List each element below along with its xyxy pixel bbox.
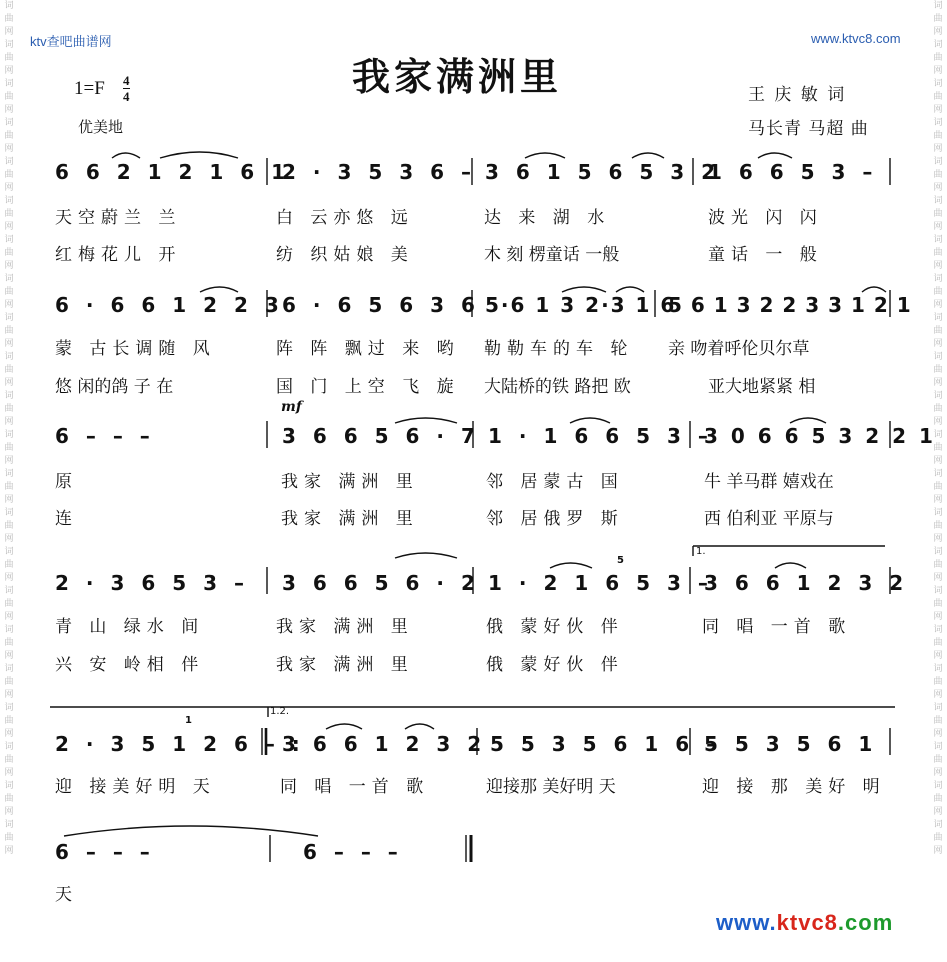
lyric-line: 俄 蒙好伙 伴 <box>486 655 624 675</box>
lyric-line: 我家 满洲 里 <box>276 655 414 675</box>
lyric-line: 牛 羊马群 嬉戏在 <box>704 472 834 492</box>
watermark-top-right: www.ktvc8.com <box>811 31 901 46</box>
lyric-line: 木 刻 楞童话 一般 <box>484 245 620 265</box>
lyric-line: 迎 接美好明 天 <box>55 777 216 797</box>
measure-notes: 5 5 3 5 6 1 <box>704 732 878 756</box>
lyric-line: 兴 安 岭相 伴 <box>55 655 205 675</box>
measure-notes: 6 · 6 5 6 3 6 <box>282 293 480 317</box>
lyric-line: 大陆桥的铁 路把 欧 <box>484 377 631 397</box>
lyric-line: 达 来 湖 水 <box>484 208 611 228</box>
lyric-line: 天空蔚兰 兰 <box>55 208 182 228</box>
lyric-line: 原 <box>55 472 72 492</box>
composer-credit: 马长青 马超 曲 <box>748 119 869 139</box>
key-signature: 1=F <box>74 78 105 99</box>
measure-notes: 3 6 6 1 2 3 2 <box>704 571 909 595</box>
measure-notes: 5 6 1 3 2 2 3 3 1 2 1 <box>668 293 912 317</box>
lyric-line: 青 山 绿水 间 <box>55 617 205 637</box>
watermark-top-left: ktv查吧曲谱网 <box>30 34 112 49</box>
measure-notes: 6 – – – <box>55 424 155 448</box>
measure-notes: 3 6 6 5 6 · 7 <box>282 424 480 448</box>
tempo-marking: 优美地 <box>78 118 124 136</box>
measure-notes: 2 · 3 5 1 2 6 – : <box>55 732 305 756</box>
meter-bottom: 4 <box>123 89 130 104</box>
lyric-line: 西 伯利亚 平原与 <box>704 509 834 529</box>
lyric-line: 勒勒车的车 轮 <box>484 339 634 359</box>
song-title: 我家满洲里 <box>352 54 563 99</box>
lyric-line: 我家 满洲 里 <box>281 472 419 492</box>
lyric-line: 连 <box>55 509 72 529</box>
ending-1-label: 1. <box>696 546 706 557</box>
measure-notes: 5 5 3 5 6 1 6 – <box>490 732 722 756</box>
lyric-line: 阵 阵 飘过 来 哟 <box>276 339 460 359</box>
lyric-line: 国 门 上空 飞 旋 <box>276 377 460 397</box>
measure-notes: 6 · 6 6 1 2 2 3 <box>55 293 284 317</box>
lyric-line: 我家 满洲 里 <box>276 617 414 637</box>
side-watermark-right: 词曲网 词曲网 词曲网 词曲网 词曲网 词曲网 词曲网 词曲网 词曲网 词曲网 词曲网 词曲网 词曲网 词曲网 词曲网 词曲网 词曲网 词曲网 词曲网 词曲网 词曲网 词曲网 <box>933 1 943 856</box>
side-watermark-left: 词曲网 词曲网 词曲网 词曲网 词曲网 词曲网 词曲网 词曲网 词曲网 词曲网 词曲网 词曲网 词曲网 词曲网 词曲网 词曲网 词曲网 词曲网 词曲网 词曲网 词曲网 词曲网 <box>4 1 14 856</box>
lyric-line: 同 唱 一首 歌 <box>702 617 852 637</box>
measure-notes: 6 – – – <box>303 840 403 864</box>
dynamic-mark: mf <box>281 399 302 415</box>
lyric-line: 我家 满洲 里 <box>281 509 419 529</box>
measure-notes: 3 6 6 5 6 · 2 <box>282 571 480 595</box>
measure-notes: 6 – – – <box>55 840 155 864</box>
grace-note: 1 <box>185 715 192 726</box>
lyric-line: 天 <box>55 885 72 905</box>
lyric-line: 邻 居俄罗 斯 <box>486 509 624 529</box>
measure-notes: 1 · 1 6 6 5 3 – <box>488 424 713 448</box>
lyric-line: 悠 闲的鸽 子 在 <box>55 377 174 397</box>
lyric-line: 纺 织姑娘 美 <box>276 245 414 265</box>
lyric-line: 亲 吻着呼伦贝尔草 <box>668 339 810 359</box>
site-logo: www.ktvc8.com <box>716 910 894 935</box>
ending-2-label: 1.2. <box>270 706 290 717</box>
lyric-line: 红梅花儿 开 <box>55 245 182 265</box>
lyric-line: 俄 蒙好伙 伴 <box>486 617 624 637</box>
measure-notes: 6 6 2 1 2 1 6 1 <box>55 160 291 184</box>
measure-notes: 3 6 1 5 6 5 3 2 <box>485 160 721 184</box>
lyric-line: 童话 一 般 <box>708 245 823 265</box>
measure-notes: 3 6 6 1 2 3 2 <box>282 732 487 756</box>
lyric-line: 邻 居蒙古 国 <box>486 472 624 492</box>
lyric-line: 蒙 古长调随 风 <box>55 339 216 359</box>
lyric-line: 迎 接 那 美好 明 <box>702 777 886 797</box>
measure-notes: 5·6 1 3 2·3 1 6 <box>485 293 677 317</box>
meter-top: 4 <box>123 73 130 88</box>
lyricist-credit: 王 庆 敏 词 <box>748 85 847 105</box>
grace-note: 5 <box>617 555 624 566</box>
measure-notes: 2 · 3 5 3 6 – <box>282 160 476 184</box>
lyric-line: 亚大地紧紧 相 <box>708 377 816 397</box>
measure-notes: 1 · 2 1 6 5 3 – <box>488 571 713 595</box>
lyric-line: 迎接那 美好明 天 <box>486 777 616 797</box>
measure-notes: 2 · 3 6 5 3 – <box>55 571 249 595</box>
lyric-line: 波光 闪 闪 <box>708 208 823 228</box>
measure-notes: 1 6 6 5 3 – <box>708 160 878 184</box>
lyric-line: 同 唱 一首 歌 <box>280 777 430 797</box>
lyric-line: 白 云亦悠 远 <box>276 208 414 228</box>
measure-notes: 3 0 6 6 5 3 2 2 1 <box>704 424 936 448</box>
